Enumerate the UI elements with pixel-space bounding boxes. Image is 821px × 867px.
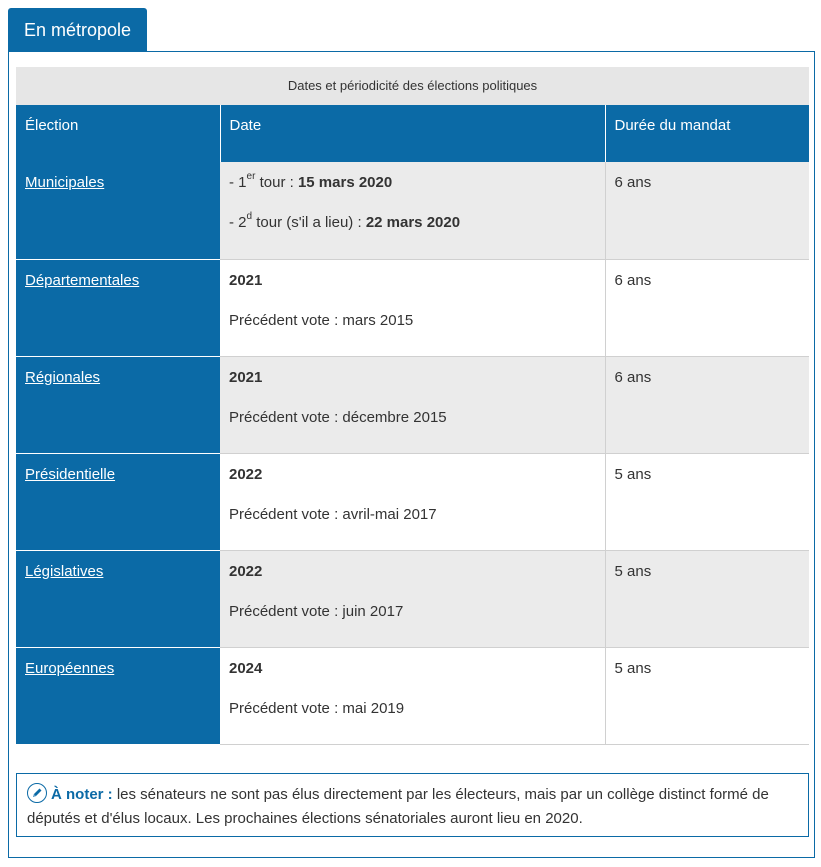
tab-panel — [8, 51, 815, 858]
election-year: 2024 — [229, 659, 263, 677]
link-europeennes[interactable]: Européennes — [25, 659, 115, 677]
link-departementales[interactable]: Départementales — [25, 271, 140, 289]
second-round-line — [229, 211, 596, 231]
note-box — [16, 773, 809, 837]
link-municipales[interactable]: Municipales — [25, 174, 105, 191]
date-cell — [220, 550, 605, 647]
table-row — [16, 453, 809, 550]
duration-cell: 6 ans — [605, 259, 809, 356]
election-year: 2021 — [229, 368, 263, 386]
duration-cell: 6 ans — [605, 162, 809, 259]
table-row — [16, 647, 809, 744]
pencil-icon — [27, 783, 47, 803]
date-cell — [220, 259, 605, 356]
link-regionales[interactable]: Régionales — [25, 368, 101, 386]
tab-en-metropole[interactable]: En métropole — [8, 8, 147, 52]
first-round-date: 15 mars 2020 — [297, 174, 393, 191]
election-name-cell — [16, 550, 220, 647]
link-legislatives[interactable]: Législatives — [25, 562, 104, 580]
table-row — [16, 356, 809, 453]
first-round-label: tour : — [255, 174, 298, 191]
election-year: 2022 — [229, 562, 263, 580]
elections-table — [16, 67, 809, 745]
date-cell — [220, 356, 605, 453]
duration-cell: 6 ans — [605, 356, 809, 453]
second-round-prefix: - 2 — [229, 214, 247, 231]
header-date: Date — [220, 105, 605, 162]
date-cell — [220, 162, 605, 259]
header-election: Élection — [16, 105, 220, 162]
note-text: les sénateurs ne sont pas élus directement par les électeurs, mais par un collège distinct formé de députés et d'élus locaux. Les prochaines élections sénatoriales auront lieu en 2020. — [27, 786, 769, 827]
duration-cell: 5 ans — [605, 550, 809, 647]
header-duration: Durée du mandat — [605, 105, 809, 162]
table-row — [16, 162, 809, 259]
duration-cell: 5 ans — [605, 453, 809, 550]
date-cell — [220, 453, 605, 550]
election-year: 2021 — [229, 271, 263, 289]
election-name-cell — [16, 453, 220, 550]
election-year: 2022 — [229, 465, 263, 483]
first-round-line — [229, 171, 596, 194]
previous-vote: Précédent vote : mai 2019 — [229, 699, 405, 717]
link-presidentielle[interactable]: Présidentielle — [25, 465, 116, 483]
table-header-row — [16, 105, 809, 162]
table-caption: Dates et périodicité des élections politiques — [16, 67, 809, 105]
second-round-date: 22 mars 2020 — [365, 214, 461, 231]
previous-vote: Précédent vote : décembre 2015 — [229, 408, 447, 426]
previous-vote: Précédent vote : avril-mai 2017 — [229, 505, 437, 523]
election-name-cell — [16, 647, 220, 744]
election-name-cell — [16, 259, 220, 356]
first-round-prefix: - 1 — [229, 174, 247, 191]
previous-vote: Précédent vote : juin 2017 — [229, 602, 404, 620]
date-cell — [220, 647, 605, 744]
table-row — [16, 259, 809, 356]
first-round-sup: er — [246, 171, 256, 182]
previous-vote: Précédent vote : mars 2015 — [229, 311, 414, 329]
second-round-label: tour (s'il a lieu) : — [252, 214, 366, 231]
election-name-cell — [16, 356, 220, 453]
table-row — [16, 550, 809, 647]
note-label: À noter : — [51, 786, 113, 803]
election-name-cell — [16, 162, 220, 259]
duration-cell: 5 ans — [605, 647, 809, 744]
second-round-sup: d — [246, 211, 253, 222]
